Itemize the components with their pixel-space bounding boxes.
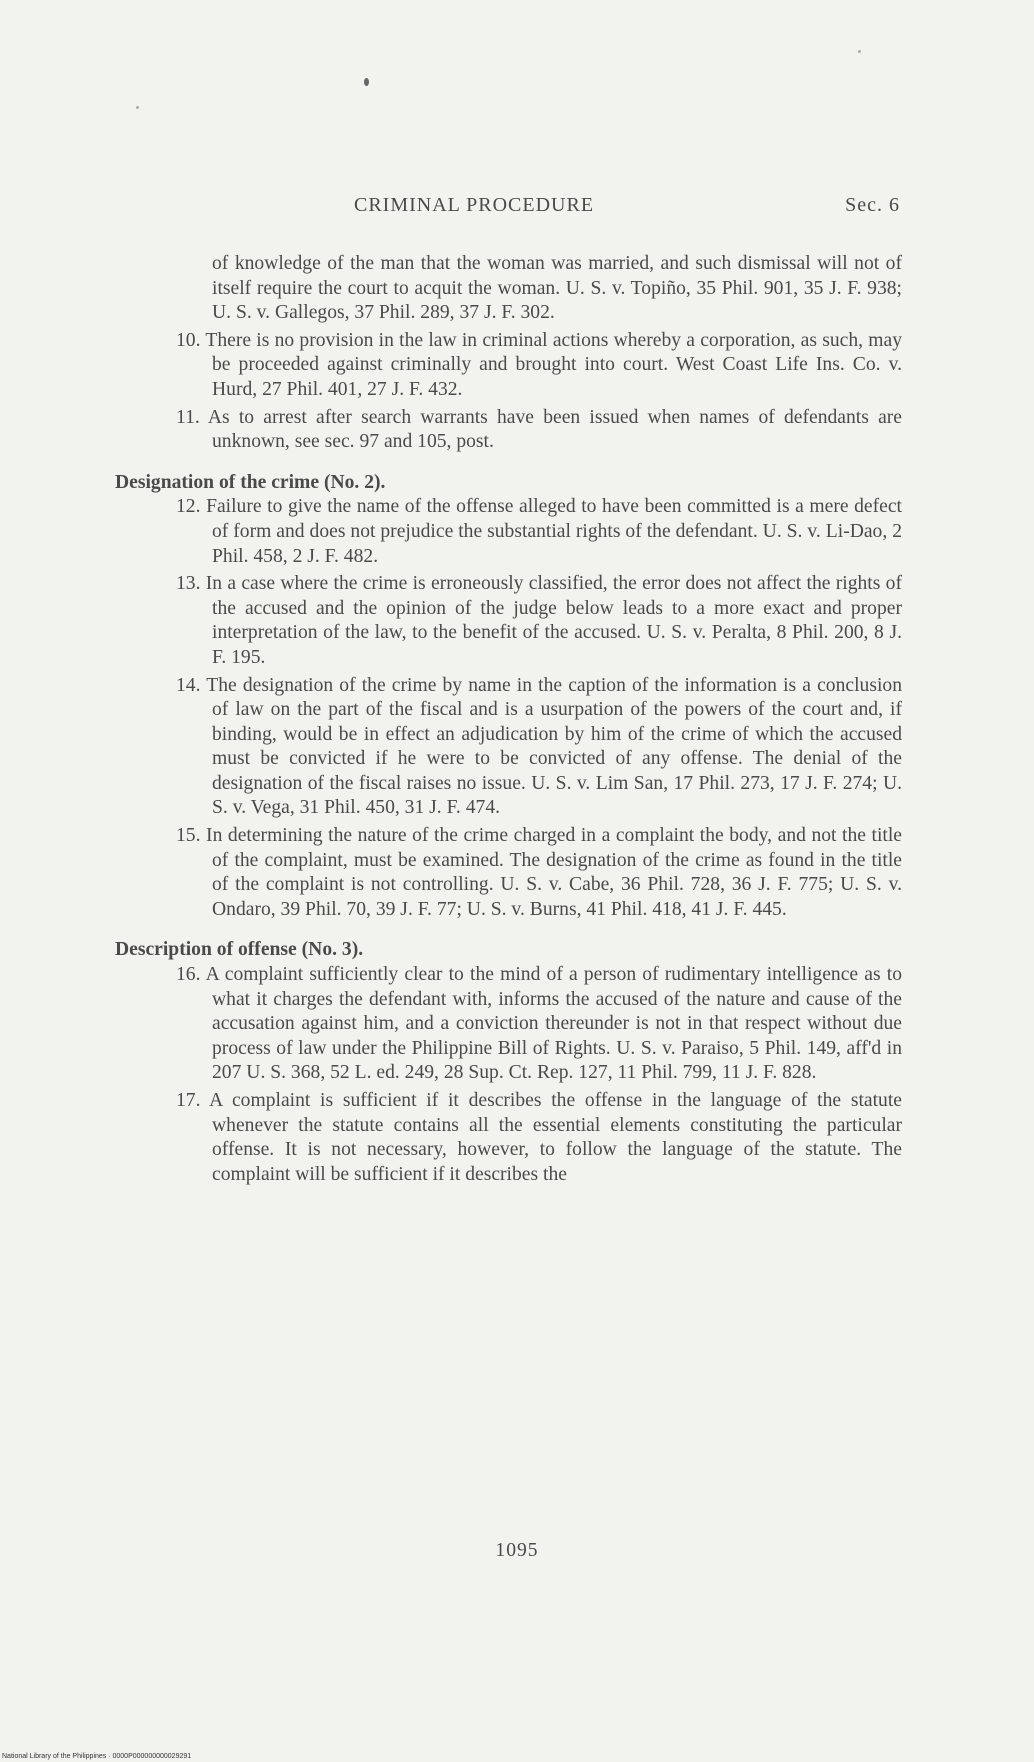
archive-credit: National Library of the Philippines · 0000P000000000029291 <box>2 1753 192 1760</box>
section-heading-description: Description of offense (No. 3). <box>115 939 364 961</box>
numbered-paragraph-17: 17. A complaint is sufficient if it describes the offense in the language of the statute whenever the statute contains all the essential elements constituting the particular offense. It is not necessary, however, to follow the language of the statute. The complaint will be sufficient if it describes the <box>176 1090 902 1185</box>
section-number: Sec. 6 <box>845 194 900 216</box>
continued-paragraph: of knowledge of the man that the woman was married, and such dismissal will not of itself require the court to acquit the woman. U. S. v. Topiño, 35 Phil. 901, 35 J. F. 938; U. S. v. Gallegos, 37 Phil. 289, 37 J. F. 302. <box>212 253 902 324</box>
numbered-paragraph-10: 10. There is no provision in the law in criminal actions whereby a corporation, as such, may be proceeded against criminally and brought into court. West Coast Life Ins. Co. v. Hurd, 27 Phil. 401, 27 J. F. 432. <box>176 329 902 400</box>
numbered-paragraph-11: 11. As to arrest after search warrants have been issued when names of defendants are unknown, see sec. 97 and 105, post. <box>176 406 902 453</box>
page-number: 1095 <box>495 1540 539 1561</box>
ink-speck <box>858 50 861 53</box>
numbered-paragraph-14: 14. The designation of the crime by name in the caption of the information is a conclusion of law on the part of the fiscal and is a usurpation of the powers of the court and, if binding, would be in effect an adjudication by him of the crime of which the accused must be convicted if he were to be convicted of any offense. The denial of the designation of the fiscal raises no issue. U. S. v. Lim San, 17 Phil. 273, 17 J. F. 274; U. S. v. Vega, 31 Phil. 450, 31 J. F. 474. <box>176 674 902 819</box>
page-body <box>112 252 902 1187</box>
numbered-paragraph-16: 16. A complaint sufficiently clear to the mind of a person of rudimentary intelligence as to what it charges the defendant with, informs the accused of the nature and cause of the accusation against him, and a conviction thereunder is not in that respect without due process of law under the Philippine Bill of Rights. U. S. v. Paraiso, 5 Phil. 149, aff'd in 207 U. S. 368, 52 L. ed. 249, 28 Sup. Ct. Rep. 127, 11 Phil. 799, 11 J. F. 828. <box>176 964 902 1084</box>
numbered-paragraph-13: 13. In a case where the crime is erroneously classified, the error does not affect the rights of the accused and the opinion of the judge below leads to a more exact and proper interpretation of the law, to the benefit of the accused. U. S. v. Peralta, 8 Phil. 200, 8 J. F. 195. <box>176 573 902 668</box>
running-head <box>114 194 900 222</box>
ink-speck <box>364 78 369 86</box>
numbered-paragraph-15: 15. In determining the nature of the crime charged in a complaint the body, and not the title of the complaint, must be examined. The designation of the crime as found in the title of the complaint is not controlling. U. S. v. Cabe, 36 Phil. 728, 36 J. F. 775; U. S. v. Ondaro, 39 Phil. 70, 39 J. F. 77; U. S. v. Burns, 41 Phil. 418, 41 J. F. 445. <box>176 825 902 920</box>
section-heading-designation: Designation of the crime (No. 2). <box>115 471 386 493</box>
ink-speck <box>136 106 139 109</box>
numbered-paragraph-12: 12. Failure to give the name of the offense alleged to have been committed is a mere defect of form and does not prejudice the substantial rights of the defendant. U. S. v. Li-Dao, 2 Phil. 458, 2 J. F. 482. <box>176 496 902 567</box>
running-title: CRIMINAL PROCEDURE <box>354 194 595 216</box>
